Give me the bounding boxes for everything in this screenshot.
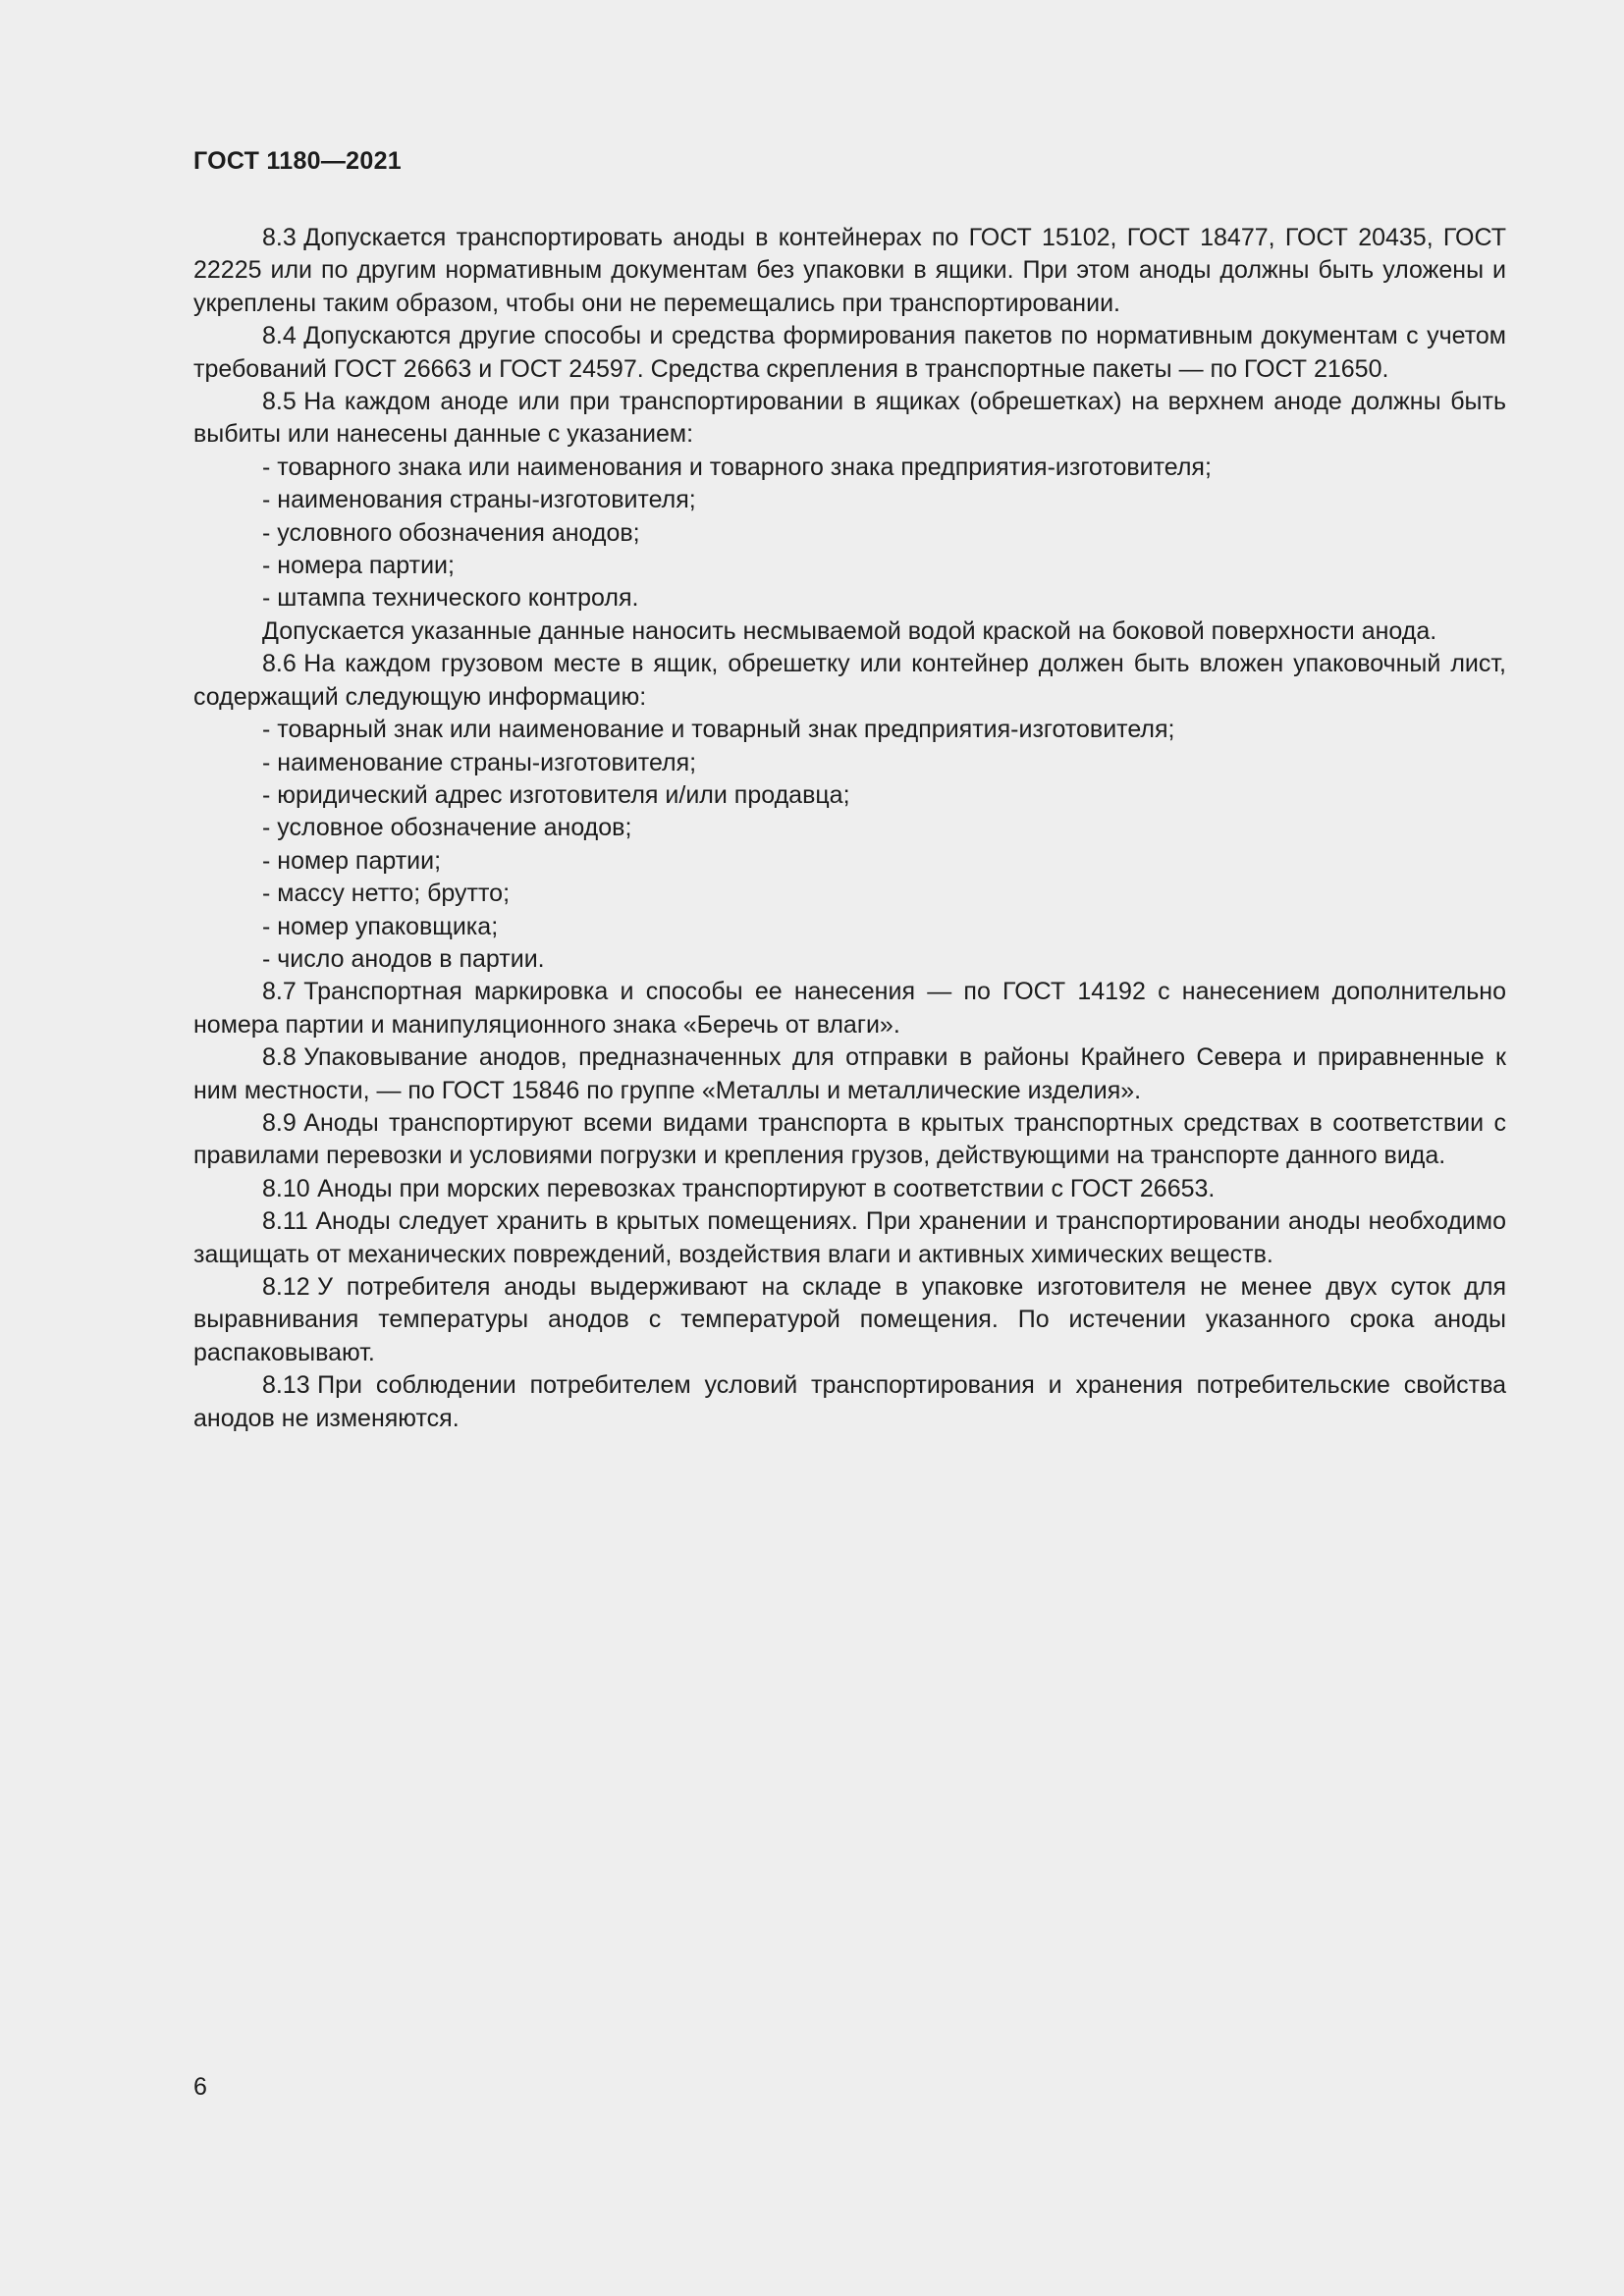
- clause-number: 8.10: [262, 1174, 310, 1202]
- clause-number: 8.7: [262, 978, 297, 1006]
- clause-number: 8.5: [262, 388, 297, 416]
- clause-8-10: [193, 1173, 1506, 1205]
- list-item: - номер упаковщика;: [262, 912, 499, 940]
- clause-text: Допускаются другие способы и средства формирования пакетов по нормативным документам с учетом требований ГОСТ 26663 и ГОСТ 24597. Средства скрепления в транспортные пакеты — по ГОСТ 21650.: [193, 322, 1506, 383]
- clause-text: Допускается транспортировать аноды в контейнерах по ГОСТ 15102, ГОСТ 18477, ГОСТ 20435, ГОСТ 22225 или по другим нормативным документам без упаковки в ящики. При этом аноды должны быть уложены и укреплены таким образом, чтобы они не перемещались при транспортировании.: [193, 224, 1506, 317]
- clause-8-12: [193, 1271, 1506, 1369]
- clause-8-13: [193, 1369, 1506, 1435]
- page-number: 6: [193, 2073, 207, 2101]
- list-item: - номер партии;: [262, 846, 442, 875]
- clause-number: 8.9: [262, 1108, 297, 1137]
- clause-text: Аноды транспортируют всеми видами транспорта в крытых транспортных средствах в соответствии с правилами перевозки и условиями погрузки и крепления грузов, действующими на транспорте данного вида.: [193, 1108, 1506, 1170]
- list-item: - товарного знака или наименования и товарного знака предприятия-изготовителя;: [262, 453, 1212, 481]
- list-item: - юридический адрес изготовителя и/или продавца;: [262, 780, 850, 809]
- clause-8-9: [193, 1107, 1506, 1173]
- document-body: [193, 222, 1506, 1435]
- clause-text: Транспортная маркировка и способы ее нанесения — по ГОСТ 14192 с нанесением дополнительно номера партии и манипуляционного знака «Беречь от влаги».: [193, 978, 1506, 1039]
- list-item: - условное обозначение анодов;: [262, 814, 632, 842]
- clause-text: На каждом аноде или при транспортировании в ящиках (обрешетках) на верхнем аноде должны быть выбиты или нанесены данные с указанием:: [193, 388, 1506, 449]
- list-item: - номера партии;: [262, 552, 455, 580]
- clause-number: 8.4: [262, 322, 297, 350]
- clause-8-3: [193, 222, 1506, 320]
- list-item: - массу нетто; брутто;: [262, 880, 511, 908]
- clause-note: Допускается указанные данные наносить несмываемой водой краской на боковой поверхности анода.: [262, 616, 1437, 645]
- clause-8-4: [193, 320, 1506, 386]
- clause-8-8: [193, 1041, 1506, 1107]
- list-item: - штампа технического контроля.: [262, 584, 639, 613]
- clause-text: Упаковывание анодов, предназначенных для отправки в районы Крайнего Севера и приравненные к ним местности, — по ГОСТ 15846 по группе «Металлы и металлические изделия».: [193, 1043, 1506, 1104]
- list-item: - товарный знак или наименование и товарный знак предприятия-изготовителя;: [262, 716, 1175, 744]
- clause-number: 8.3: [262, 224, 297, 251]
- clause-number: 8.13: [262, 1371, 310, 1400]
- list-item: - наименования страны-изготовителя;: [262, 486, 696, 514]
- document-header: ГОСТ 1180—2021: [193, 147, 402, 175]
- clause-text: У потребителя аноды выдерживают на складе в упаковке изготовителя не менее двух суток для выравнивания температуры анодов с температурой помещения. По истечении указанного срока аноды распаковывают.: [193, 1273, 1506, 1366]
- clause-number: 8.12: [262, 1273, 310, 1301]
- clause-8-6: [193, 648, 1506, 714]
- clause-number: 8.11: [262, 1207, 308, 1236]
- clause-text: Аноды следует хранить в крытых помещениях. При хранении и транспортировании аноды необходимо защищать от механических повреждений, воздействия влаги и активных химических веществ.: [193, 1207, 1506, 1268]
- clause-number: 8.8: [262, 1043, 297, 1072]
- list-item: - условного обозначения анодов;: [262, 518, 640, 547]
- list-item: - число анодов в партии.: [262, 944, 545, 973]
- list-item: - наименование страны-изготовителя;: [262, 748, 697, 776]
- clause-text: На каждом грузовом месте в ящик, обрешетку или контейнер должен быть вложен упаковочный лист, содержащий следующую информацию:: [193, 650, 1506, 711]
- clause-8-7: [193, 976, 1506, 1041]
- clause-number: 8.6: [262, 650, 297, 678]
- clause-8-11: [193, 1205, 1506, 1271]
- clause-8-5: [193, 386, 1506, 452]
- clause-text: Аноды при морских перевозках транспортируют в соответствии с ГОСТ 26653.: [317, 1174, 1216, 1202]
- clause-text: При соблюдении потребителем условий транспортирования и хранения потребительские свойства анодов не изменяются.: [193, 1371, 1506, 1432]
